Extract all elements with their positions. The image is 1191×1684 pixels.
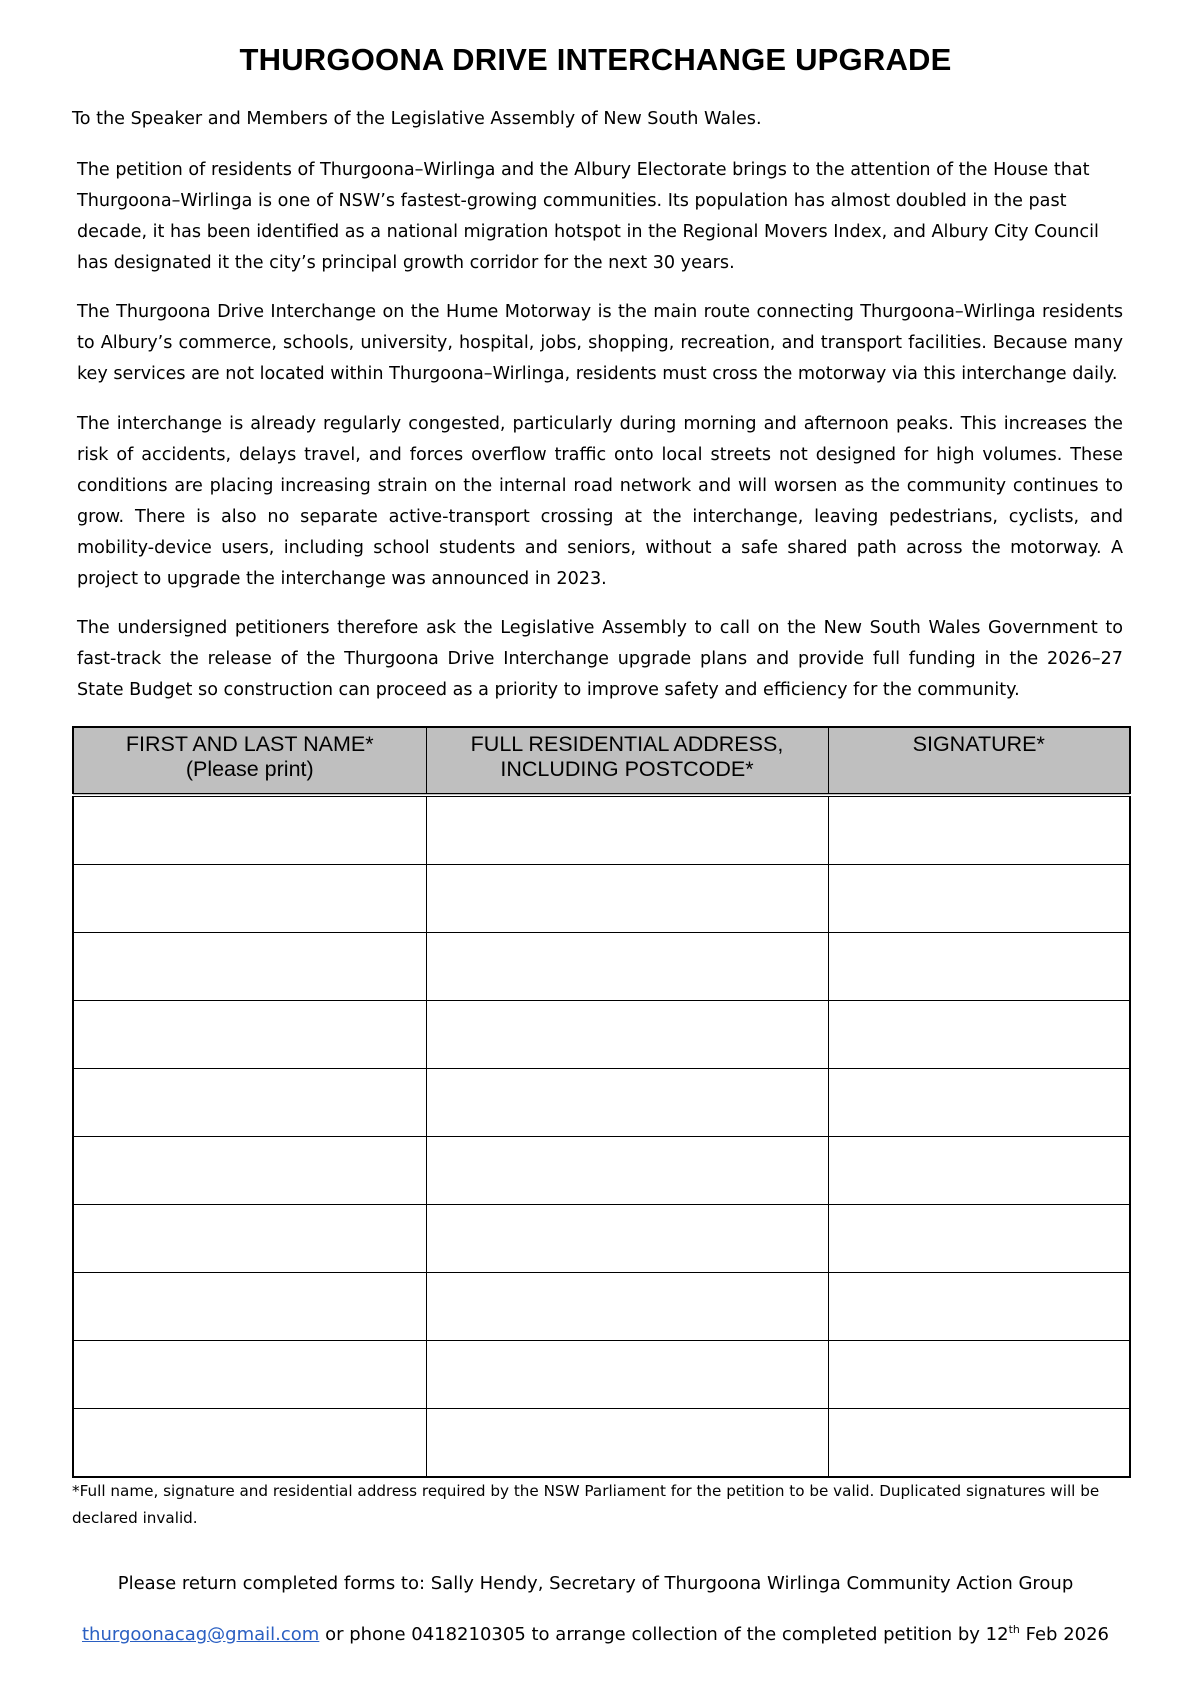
address-cell[interactable] <box>426 1273 828 1341</box>
name-cell[interactable] <box>73 1069 426 1137</box>
table-row <box>73 1273 1130 1341</box>
footnote: *Full name, signature and residential address required by the NSW Parliament for the petition to be valid. Duplicated signatures will be declared invalid. <box>72 1482 1100 1527</box>
table-row <box>73 1001 1130 1069</box>
name-cell[interactable] <box>73 1137 426 1205</box>
address-cell[interactable] <box>426 1205 828 1273</box>
email-link[interactable]: thurgoonacag@gmail.com <box>81 1624 320 1645</box>
signature-cell[interactable] <box>828 1137 1130 1205</box>
name-cell[interactable] <box>73 1409 426 1478</box>
name-cell[interactable] <box>73 1341 426 1409</box>
address-line: To the Speaker and Members of the Legislative Assembly of New South Wales. <box>72 109 762 129</box>
signature-table <box>72 726 1131 1478</box>
signature-cell[interactable] <box>828 1205 1130 1273</box>
address-cell[interactable] <box>426 1137 828 1205</box>
header-address-line1: FULL RESIDENTIAL ADDRESS, <box>470 732 784 756</box>
table-row <box>73 1137 1130 1205</box>
address-cell[interactable] <box>426 865 828 933</box>
signature-cell[interactable] <box>828 1001 1130 1069</box>
return-instructions: Please return completed forms to: Sally Hendy, Secretary of Thurgoona Wirlinga Community Action Group <box>117 1573 1074 1594</box>
name-cell[interactable] <box>73 795 426 865</box>
header-name-line2: (Please print) <box>185 757 314 781</box>
paragraph-request: The undersigned petitioners therefore ask the Legislative Assembly to call on the New South Wales Government to fast-track the release of the Thurgoona Drive Interchange upgrade plans and provide full funding in the 2026–27 State Budget so construction can proceed as a priority to improve safety and efficiency for the community. <box>77 618 1123 700</box>
signature-cell[interactable] <box>828 1409 1130 1478</box>
table-row <box>73 1069 1130 1137</box>
header-signature <box>828 727 1130 795</box>
table-row <box>73 865 1130 933</box>
header-name <box>73 727 426 795</box>
contact-line <box>0 1624 1191 1645</box>
name-cell[interactable] <box>73 1273 426 1341</box>
signature-cell[interactable] <box>828 933 1130 1001</box>
signature-cell[interactable] <box>828 1273 1130 1341</box>
name-cell[interactable] <box>73 1205 426 1273</box>
name-cell[interactable] <box>73 865 426 933</box>
address-cell[interactable] <box>426 795 828 865</box>
contact-date: Feb 2026 <box>1019 1624 1109 1645</box>
table-row <box>73 1409 1130 1478</box>
header-signature-line1: SIGNATURE* <box>912 732 1045 756</box>
address-cell[interactable] <box>426 1001 828 1069</box>
page-title: THURGOONA DRIVE INTERCHANGE UPGRADE <box>239 42 952 77</box>
paragraph-interchange-route: The Thurgoona Drive Interchange on the Hume Motorway is the main route connecting Thurgoona–Wirlinga residents to Albury’s commerce, schools, university, hospital, jobs, shopping, recreation, and transport facilities. Because many key services are not located within Thurgoona–Wirlinga, residents must cross the motorway via this interchange daily. <box>77 302 1123 384</box>
signature-cell[interactable] <box>828 795 1130 865</box>
paragraph-population: The petition of residents of Thurgoona–Wirlinga and the Albury Electorate brings to the attention of the House that Thurgoona–Wirlinga is one of NSW’s fastest-growing communities. Its population has almost doubled in the past decade, it has been identified as a national migration hotspot in the Regional Movers Index, and Albury City Council has designated it the city’s principal growth corridor for the next 30 years. <box>77 160 1099 273</box>
table-row <box>73 933 1130 1001</box>
contact-text: or phone 0418210305 to arrange collection of the completed petition by 12 <box>319 1624 1009 1645</box>
address-cell[interactable] <box>426 1409 828 1478</box>
header-name-line1: FIRST AND LAST NAME* <box>125 732 374 756</box>
paragraph-congestion: The interchange is already regularly congested, particularly during morning and afternoon peaks. This increases the risk of accidents, delays travel, and forces overflow traffic onto local streets not designed for high volumes. These conditions are placing increasing strain on the internal road network and will worsen as the community continues to grow. There is also no separate active-transport crossing at the interchange, leaving pedestrians, cyclists, and mobility-device users, including school students and seniors, without a safe shared path across the motorway. A project to upgrade the interchange was announced in 2023. <box>77 414 1123 589</box>
table-header-row <box>73 727 1130 795</box>
name-cell[interactable] <box>73 933 426 1001</box>
table-row <box>73 795 1130 865</box>
name-cell[interactable] <box>73 1001 426 1069</box>
signature-cell[interactable] <box>828 865 1130 933</box>
header-address-line2: INCLUDING POSTCODE* <box>500 757 754 781</box>
table-row <box>73 1341 1130 1409</box>
address-cell[interactable] <box>426 933 828 1001</box>
signature-rows <box>73 795 1130 1477</box>
address-cell[interactable] <box>426 1069 828 1137</box>
header-address <box>426 727 828 795</box>
signature-cell[interactable] <box>828 1341 1130 1409</box>
table-row <box>73 1205 1130 1273</box>
address-cell[interactable] <box>426 1341 828 1409</box>
signature-cell[interactable] <box>828 1069 1130 1137</box>
date-ordinal: th <box>1008 1623 1020 1636</box>
